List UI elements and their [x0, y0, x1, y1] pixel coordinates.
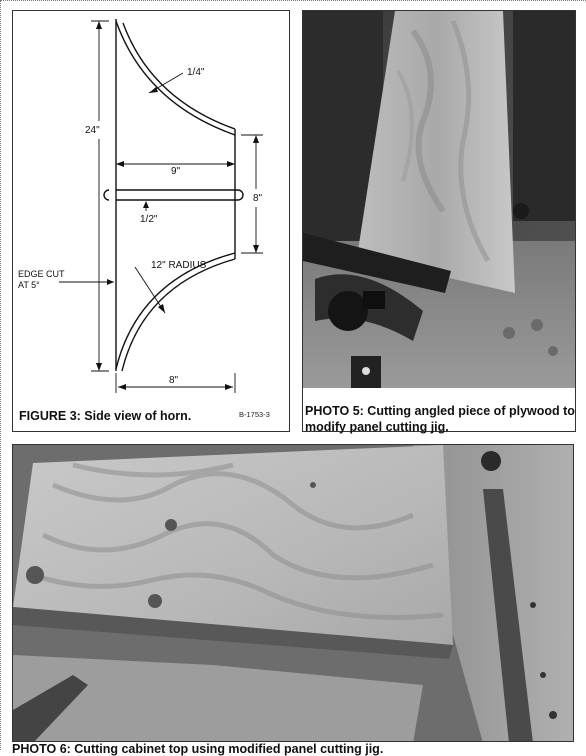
photo-5-panel — [302, 10, 576, 432]
page-top-border — [0, 0, 586, 1]
photo-5-caption-text: Cutting angled piece of plywood to modify panel cutting jig. — [305, 404, 575, 434]
photo-5-caption-label: PHOTO 5: — [305, 404, 364, 418]
photo-6-image — [12, 444, 574, 742]
horn-side-view-drawing — [13, 11, 291, 433]
edge-cut-label-line2: AT 5° — [18, 280, 40, 290]
page-left-border — [0, 0, 1, 750]
dim-height-label: 24" — [85, 125, 100, 136]
dim-slot-label: 1/2" — [140, 214, 158, 225]
edge-cut-label-line1: EDGE CUT — [18, 269, 65, 279]
figure-3-caption-label: FIGURE 3: — [19, 409, 81, 423]
dim-width-top-label: 9" — [171, 166, 181, 177]
dim-bottom-width-label: 8" — [169, 375, 179, 386]
photo-6-caption: PHOTO 6: Cutting cabinet top using modified panel cutting jig. — [12, 742, 384, 756]
photo-5-image — [303, 11, 575, 388]
dim-thickness-label: 1/4" — [187, 67, 205, 78]
figure-3-panel — [12, 10, 290, 432]
figure-code: B-1753-3 — [239, 410, 270, 419]
dim-radius-label: 12" RADIUS — [151, 260, 207, 271]
photo-5-caption — [305, 403, 575, 435]
figure-3-caption — [19, 409, 191, 423]
figure-3-caption-text: Side view of horn. — [80, 409, 192, 423]
dim-right-height-label: 8" — [253, 193, 263, 204]
